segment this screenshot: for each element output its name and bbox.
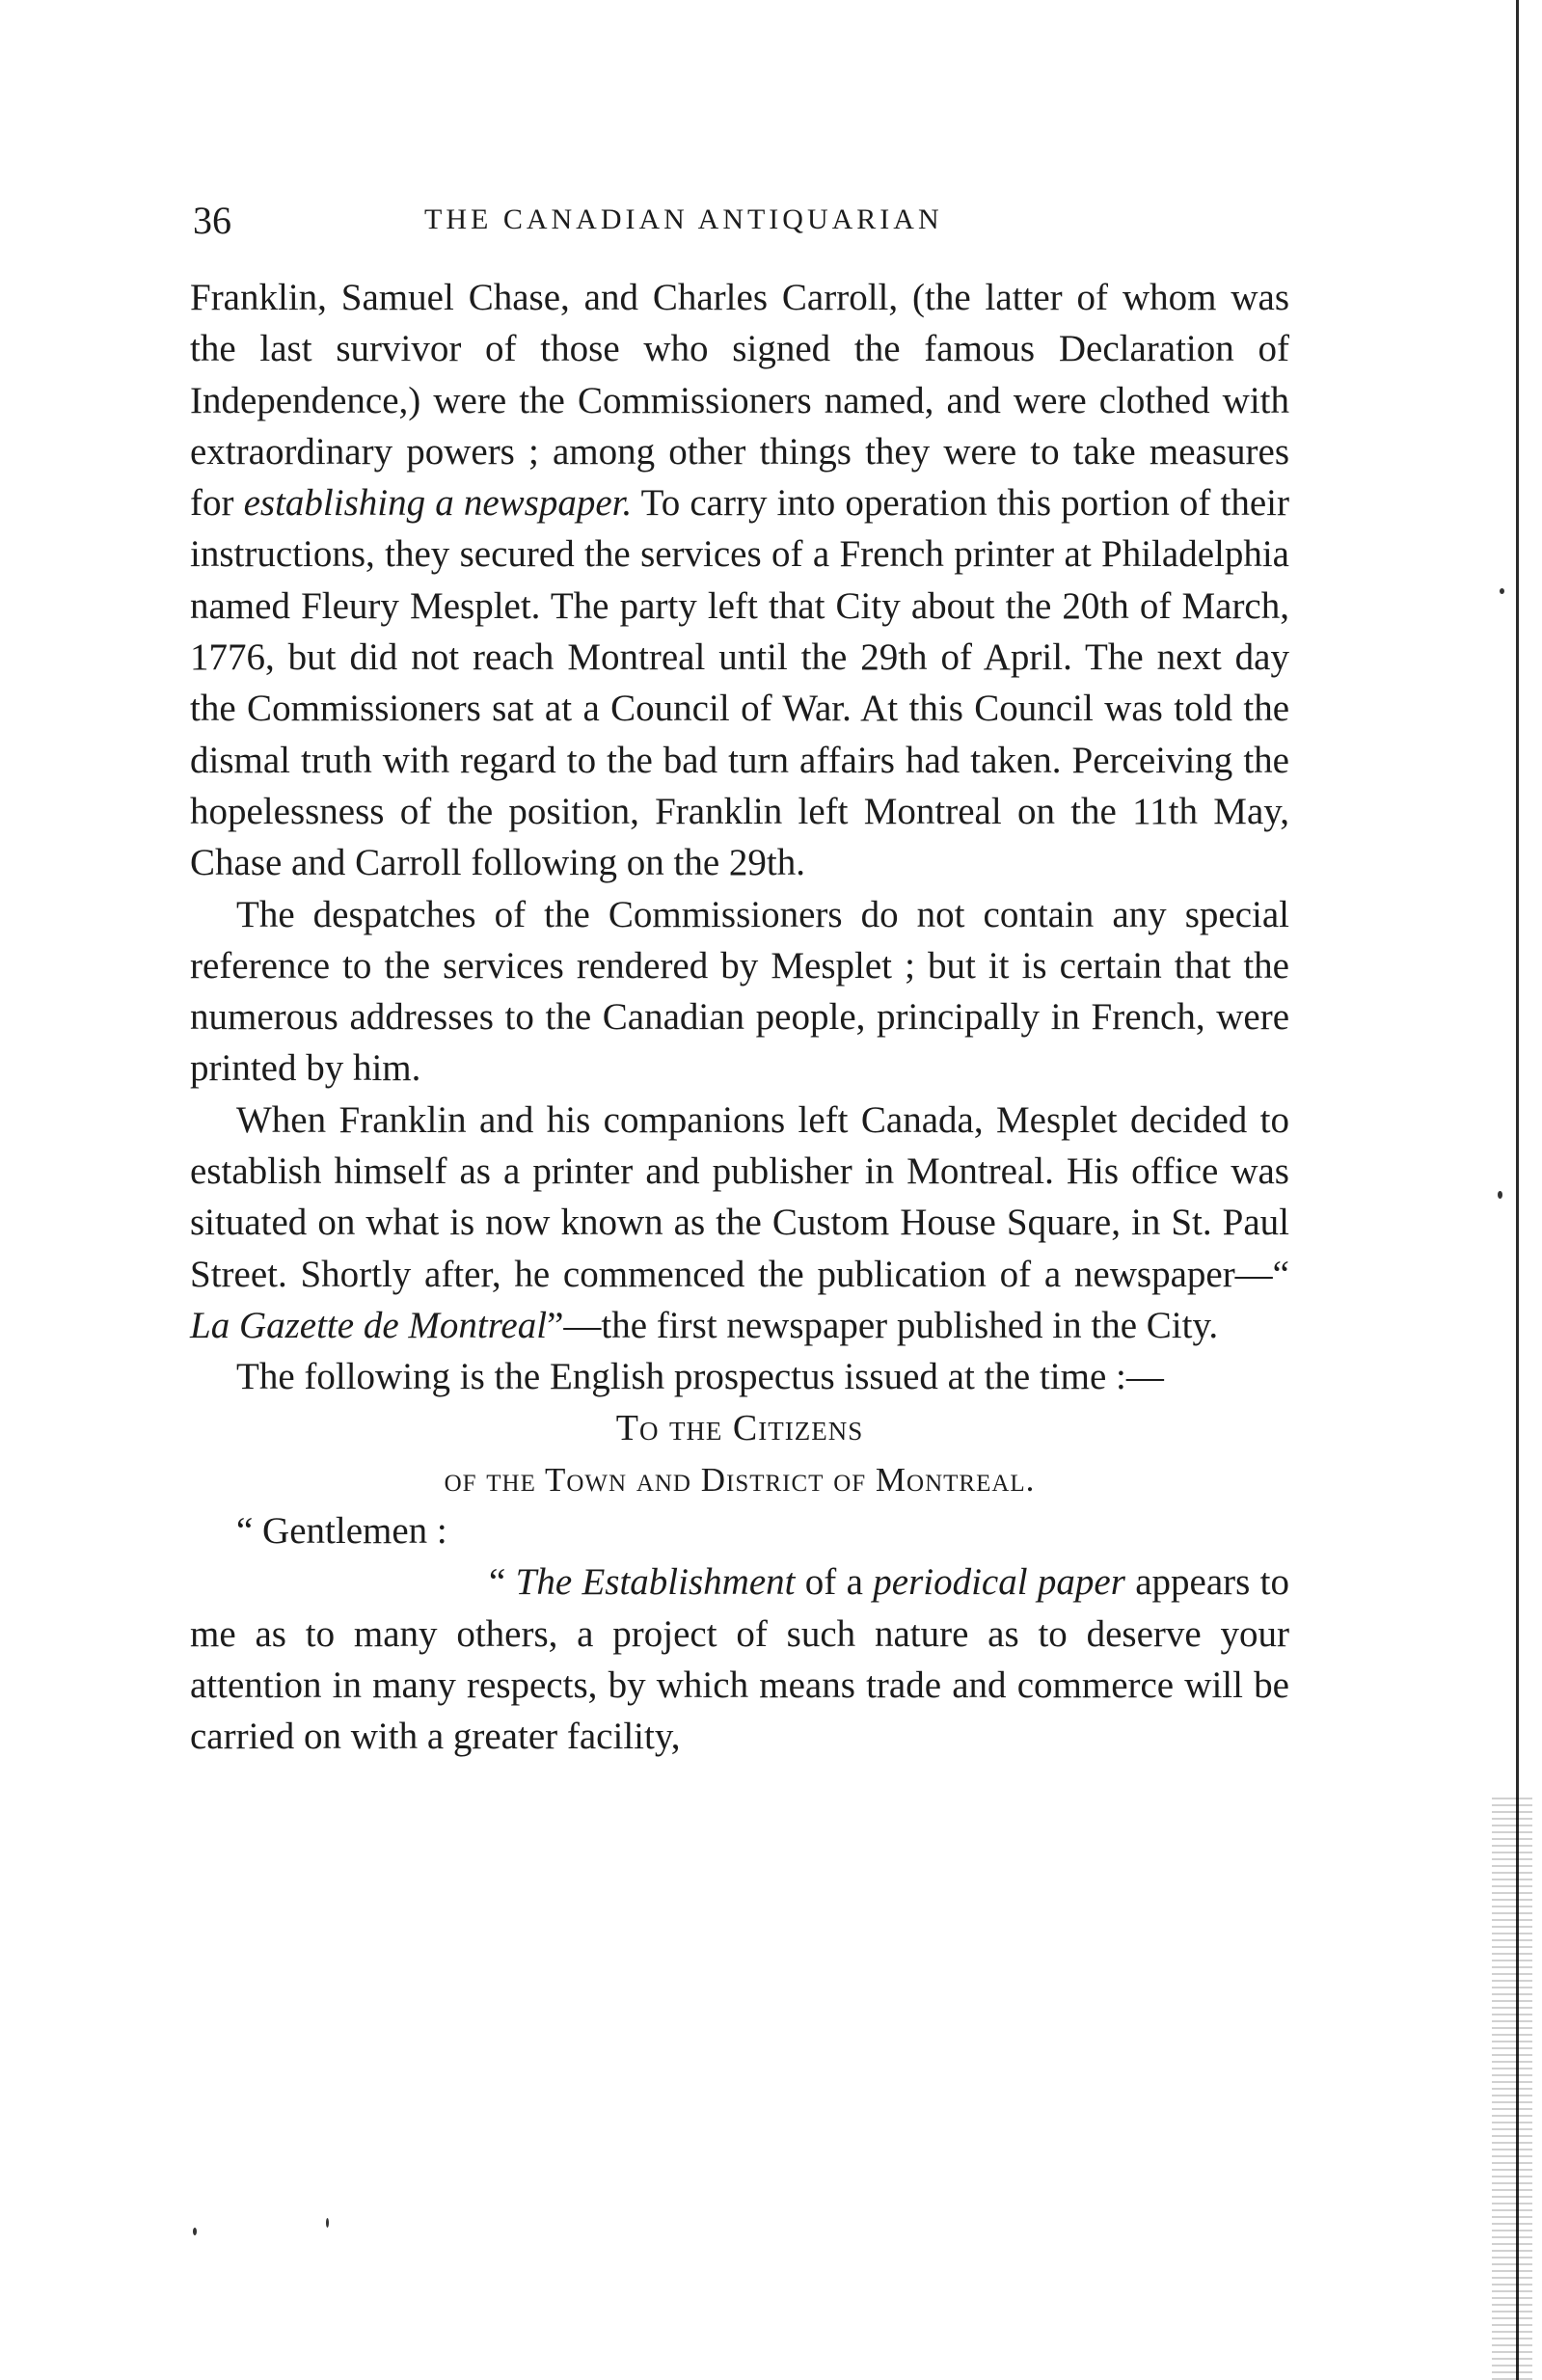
body-text (190, 272, 1289, 1763)
scan-speck (326, 2218, 329, 2228)
prospectus-heading-1: To the Citizens (615, 1407, 864, 1448)
scan-speck (1500, 588, 1504, 594)
salutation: “ Gentlemen : (236, 1510, 447, 1553)
paragraph-4: The following is the English prospectus issued at the time :— (236, 1356, 1164, 1398)
paragraph-1-italic: establishing a newspaper. (243, 482, 633, 525)
scan-speck (1498, 1191, 1502, 1199)
page-header (193, 198, 1302, 256)
paragraph-5-text-a: “ (489, 1561, 516, 1604)
scan-speck (193, 2228, 197, 2235)
paragraph-3-text-a: When Franklin and his companions left Canada, Mesplet decided to establish himself as a printer and publisher in Montreal. His office was situated on what is now known as the Custom House Square, in St. Paul Street. Shortly after, he commenced the publication of a newspaper—“ (190, 1098, 1289, 1295)
running-head: THE CANADIAN ANTIQUARIAN (424, 203, 943, 235)
paragraph-5-text-c: appears to me as to many others, a project of such nature as to deserve your attention in many respects, by which means trade and commerce will be carried on with a greater facility, (190, 1561, 1289, 1758)
scan-edge-noise (1492, 1794, 1532, 2380)
paragraph-5-text-b: of a (795, 1561, 874, 1604)
prospectus-heading-2: of the Town and District of Montreal. (444, 1460, 1036, 1499)
paragraph-1-text-b: To carry into operation this portion of their instructions, they secured the services of a French printer at Philadelphia named Fleury Mesplet. The party left that City about the 20th of March, 1776, but did not reach Montreal until the 29th of April. The next day the Commissioners sat at a Council of War. At this Council was told the dismal truth with regard to the bad turn affairs had taken. Perceiving the hopelessness of the position, Franklin left Montreal on the 11th May, Chase and Carroll following on the 29th. (190, 482, 1289, 884)
paragraph-1-text-a: Franklin, Samuel Chase, and Charles Carroll, (the latter of whom was the last survivor of those who signed the famous Declaration of Independence,) were the Commissioners named, and were clothed with extraordinary powers ; among other things they were to take measures for (190, 277, 1289, 525)
paragraph-3-italic: La Gazette de Montreal (190, 1304, 548, 1346)
paragraph-5 (190, 1556, 1289, 1762)
paragraph-5-italic-2: periodical paper (873, 1561, 1125, 1604)
paragraph-1 (190, 272, 1289, 889)
page-number: 36 (193, 199, 231, 242)
paragraph-3-text-b: ”—the first newspaper published in the City. (547, 1304, 1219, 1346)
paragraph-3 (190, 1095, 1289, 1351)
paragraph-2: The despatches of the Commissioners do not contain any special reference to the services rendered by Mesplet ; but it is certain that the numerous addresses to the Canadian people, principally in French, were printed by him. (190, 893, 1289, 1090)
paragraph-5-italic-1: The Establishment (515, 1561, 796, 1604)
